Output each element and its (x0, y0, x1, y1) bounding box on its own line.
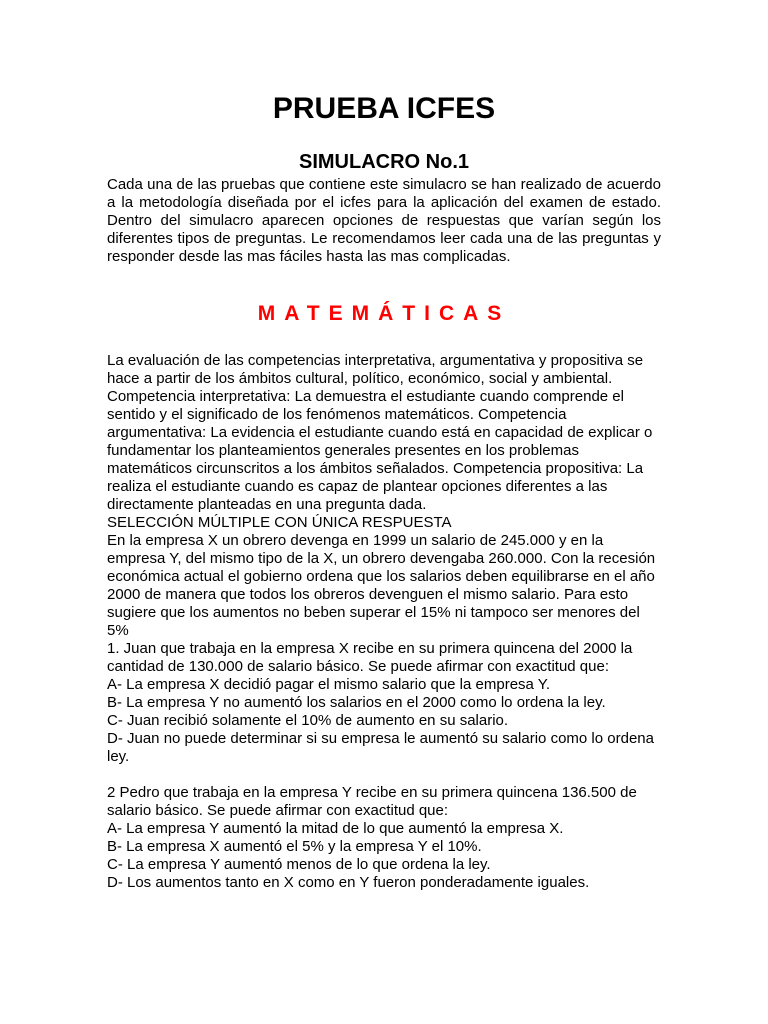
question-1-option-d: D- Juan no puede determinar si su empresa le aumentó su salario como lo ordena (107, 730, 654, 747)
competencias-line: realiza el estudiante cuando es capaz de plantear opciones diferentes a las (107, 478, 608, 495)
blank-line (107, 766, 667, 784)
competencias-line: fundamentar los planteamientos generales presentes en los problemas (107, 442, 579, 459)
competencias-line: La evaluación de las competencias interpretativa, argumentativa y propositiva se (107, 352, 644, 369)
question-2-stem: salario básico. Se puede afirmar con exactitud que: (107, 802, 449, 819)
question-2-option-a: A- La empresa Y aumentó la mitad de lo que aumentó la empresa X. (107, 820, 564, 837)
question-1-option-d-cont: ley. (107, 748, 130, 765)
competencias-line: sentido y el significado de los fenómenos matemáticos. Competencia (107, 406, 567, 423)
question-1-stem: cantidad de 130.000 de salario básico. Se puede afirmar con exactitud que: (107, 658, 610, 675)
competencias-line: matemáticos circunscritos a los ámbitos señalados. Competencia propositiva: La (107, 460, 644, 477)
context-line: económica actual el gobierno ordena que los salarios deben equilibrarse en el año (107, 568, 655, 585)
question-1-option-c: C- Juan recibió solamente el 10% de aumento en su salario. (107, 712, 509, 729)
question-2-option-c: C- La empresa Y aumentó menos de lo que ordena la ley. (107, 856, 491, 873)
question-2-option-d: D- Los aumentos tanto en X como en Y fueron ponderadamente iguales. (107, 874, 590, 891)
question-type-label: SELECCIÓN MÚLTIPLE CON ÚNICA RESPUESTA (107, 514, 452, 531)
context-line: En la empresa X un obrero devenga en 1999 un salario de 245.000 y en la (107, 532, 604, 549)
question-1-stem: 1. Juan que trabaja en la empresa X recibe en su primera quincena del 2000 la (107, 640, 633, 657)
context-line: 5% (107, 622, 129, 639)
context-line: sugiere que los aumentos no beben superar el 15% ni tampoco ser menores del (107, 604, 640, 621)
document-title: PRUEBA ICFES (272, 92, 496, 125)
section-heading-matematicas: MATEMÁTICAS (257, 302, 511, 325)
competencias-line: directamente planteadas en una pregunta dada. (107, 496, 427, 513)
intro-paragraph: Cada una de las pruebas que contiene este simulacro se han realizado de acuerdo a la metodología diseñada por el icfes para la aplicación del examen de estado. Dentro del simulacro aparecen opciones de respuestas que varían según los diferentes tipos de preguntas. Le recomendamos leer cada una de las preguntas y responder desde las mas fáciles hasta las mas complicadas. (107, 176, 661, 265)
context-line: 2000 de manera que todos los obreros devenguen el mismo salario. Para esto (107, 586, 629, 603)
question-2-option-b: B- La empresa X aumentó el 5% y la empresa Y el 10%. (107, 838, 482, 855)
competencias-line: Competencia interpretativa: La demuestra el estudiante cuando comprende el (107, 388, 624, 405)
question-1-option-a: A- La empresa X decidió pagar el mismo salario que la empresa Y. (107, 676, 551, 693)
question-1-option-b: B- La empresa Y no aumentó los salarios en el 2000 como lo ordena la ley. (107, 694, 606, 711)
question-2-stem: 2 Pedro que trabaja en la empresa Y recibe en su primera quincena 136.500 de (107, 784, 637, 801)
competencias-line: argumentativa: La evidencia el estudiante cuando está en capacidad de explicar o (107, 424, 653, 441)
section-body (107, 352, 667, 892)
context-line: empresa Y, del mismo tipo de la X, un obrero devengaba 260.000. Con la recesión (107, 550, 656, 567)
competencias-line: hace a partir de los ámbitos cultural, político, económico, social y ambiental. (107, 370, 613, 387)
document-subtitle: SIMULACRO No.1 (299, 151, 469, 173)
